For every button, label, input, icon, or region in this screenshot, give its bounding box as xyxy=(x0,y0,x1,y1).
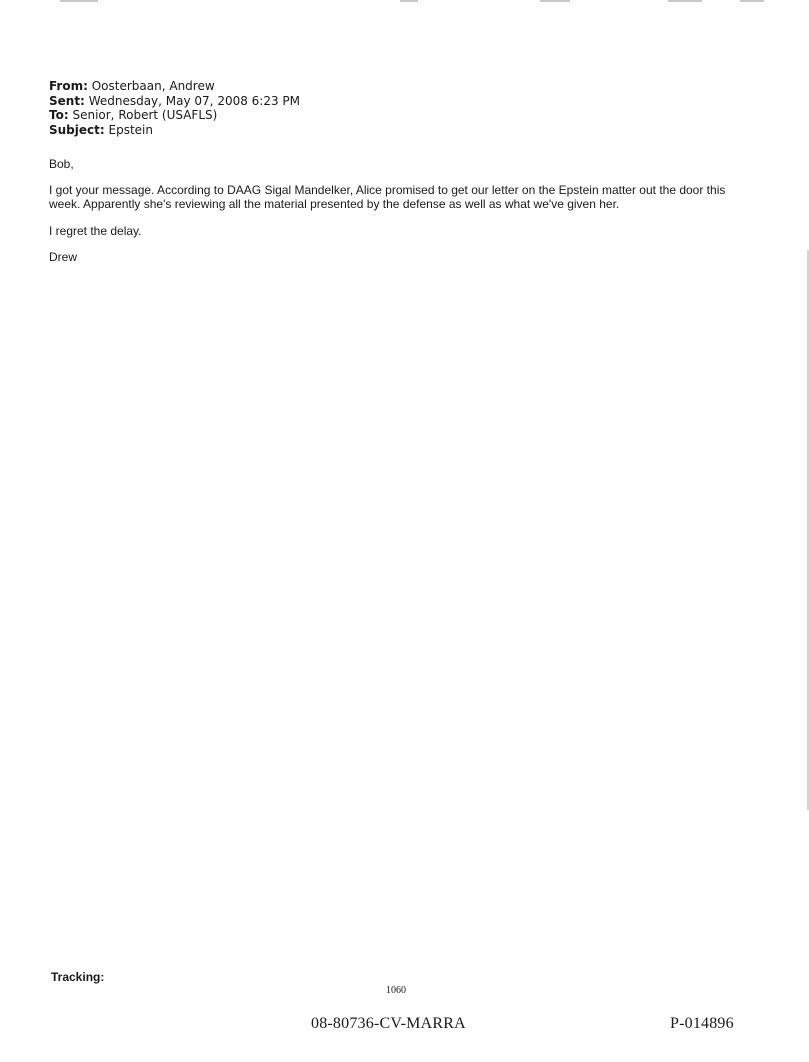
scan-artifact xyxy=(668,0,702,2)
sent-value: Wednesday, May 07, 2008 6:23 PM xyxy=(88,93,301,108)
body-paragraph: I regret the delay. xyxy=(49,224,142,238)
bates-number: P-014896 xyxy=(670,1015,734,1032)
from-line xyxy=(49,79,649,94)
sent-label: Sent: xyxy=(49,93,85,108)
case-number: 08-80736-CV-MARRA xyxy=(311,1015,466,1032)
subject-line xyxy=(49,123,649,138)
email-header xyxy=(49,79,649,137)
scan-artifact xyxy=(740,0,764,2)
scan-artifact xyxy=(540,0,570,2)
subject-value: Epstein xyxy=(108,122,153,137)
tracking-label: Tracking: xyxy=(51,970,105,984)
to-value: Senior, Robert (USAFLS) xyxy=(72,108,218,122)
page-number: 1060 xyxy=(386,985,406,996)
to-label: To: xyxy=(49,108,69,122)
salutation: Bob, xyxy=(49,157,74,171)
sent-line xyxy=(49,94,649,109)
from-label: From: xyxy=(49,79,88,93)
body-paragraph: I got your message. According to DAAG Sigal Mandelker, Alice promised to get our letter on the Epstein matter out the door this week. Apparently she's reviewing all the material presented by the defense as well as what we've given her. xyxy=(49,183,726,211)
scan-artifact xyxy=(60,0,98,2)
to-line xyxy=(49,108,649,123)
signature: Drew xyxy=(49,250,78,264)
scan-artifact xyxy=(400,0,418,2)
subject-label: Subject: xyxy=(49,122,105,137)
from-value: Oosterbaan, Andrew xyxy=(91,79,215,93)
